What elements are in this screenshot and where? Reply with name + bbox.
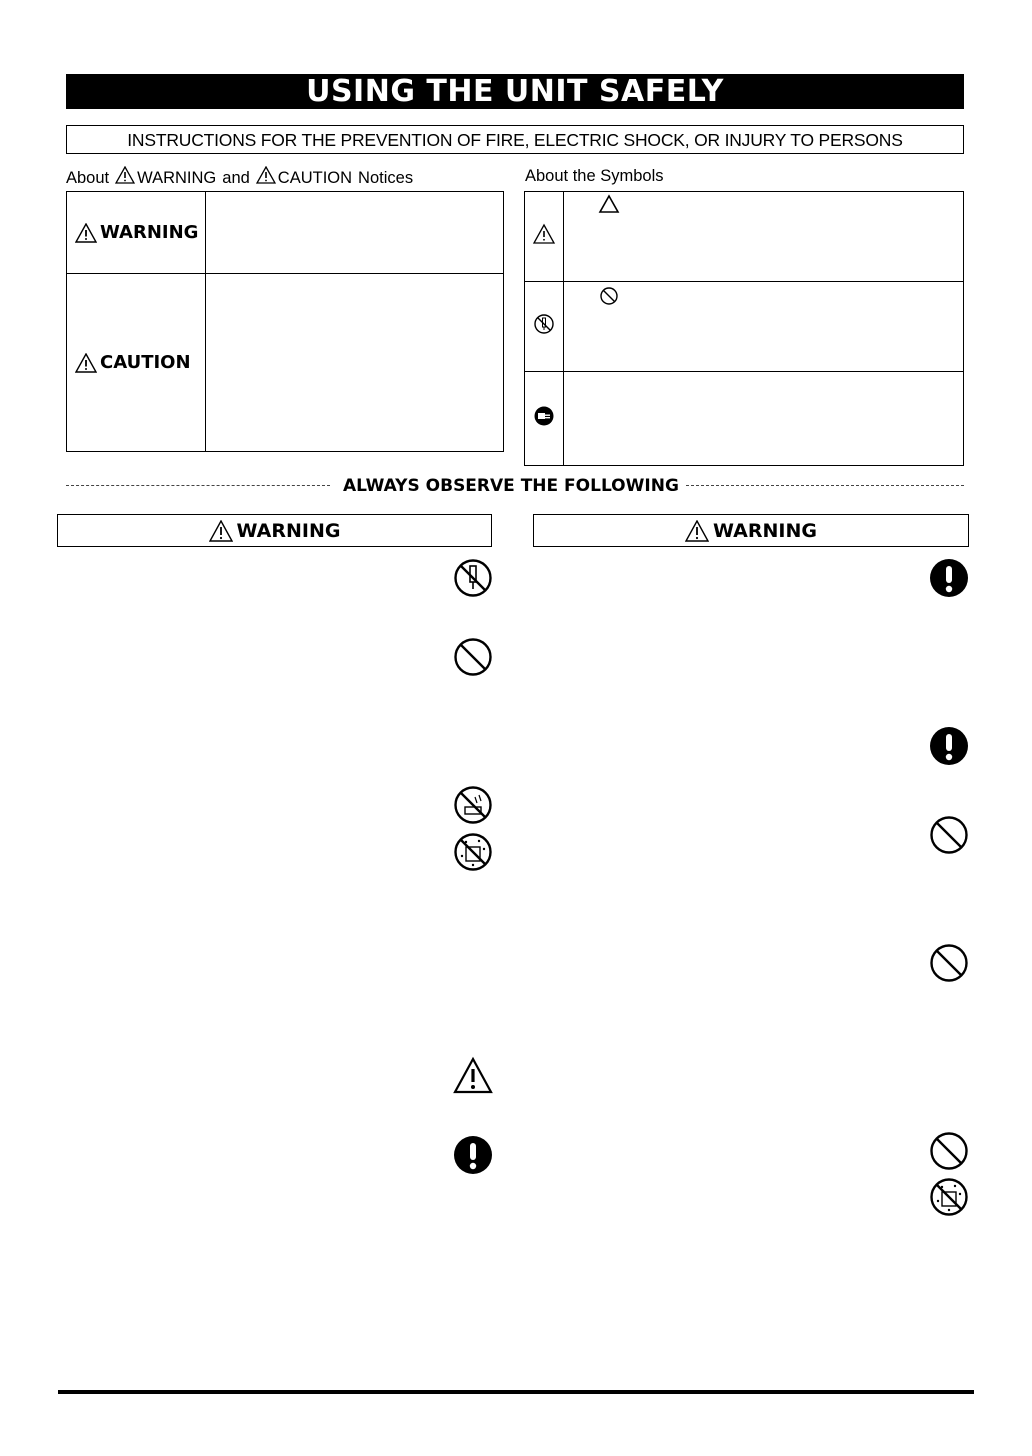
warning-triangle-icon	[209, 520, 233, 542]
page-title: USING THE UNIT SAFELY	[66, 74, 964, 109]
left-warning-label: WARNING	[236, 519, 341, 542]
footer-rule	[58, 1390, 974, 1394]
right-warning-label: WARNING	[713, 519, 817, 542]
caution-description-cell	[206, 274, 504, 452]
notices-heading	[66, 166, 413, 189]
mandatory-exclamation-icon	[929, 558, 969, 598]
no-water-splash-icon	[929, 1177, 969, 1217]
prohibited-icon	[929, 815, 969, 855]
prohibited-icon	[453, 637, 493, 677]
warning-triangle-icon	[115, 166, 135, 189]
warning-tag	[67, 222, 205, 243]
notices-heading-about: About	[66, 168, 110, 187]
prohibited-icon	[929, 943, 969, 983]
always-observe-heading: ALWAYS OBSERVE THE FOLLOWING	[343, 476, 679, 496]
caution-triangle-icon	[75, 353, 97, 373]
caution-triangle-icon	[453, 1056, 493, 1096]
prohibited-icon	[929, 1131, 969, 1171]
left-warning-header	[57, 514, 492, 547]
mandatory-exclamation-icon	[453, 1135, 493, 1175]
notices-heading-notices: Notices	[358, 168, 414, 187]
notices-heading-warning: WARNING	[137, 168, 217, 187]
right-warning-header	[533, 514, 969, 547]
instructions-subtitle: INSTRUCTIONS FOR THE PREVENTION OF FIRE, ELECTRIC SHOCK, OR INJURY TO PERSONS	[66, 125, 964, 154]
notices-heading-caution: CAUTION	[277, 168, 353, 187]
divider-line-left	[66, 485, 330, 486]
caution-triangle-icon	[256, 166, 276, 189]
mandatory-exclamation-icon	[929, 726, 969, 766]
warning-tag-label: WARNING	[100, 222, 199, 243]
notices-table	[66, 191, 504, 452]
caution-triangle-icon	[532, 223, 556, 245]
caution-tag	[67, 352, 205, 373]
symbols-table	[524, 191, 964, 466]
no-disassemble-icon	[533, 313, 555, 335]
warning-triangle-icon	[685, 520, 709, 542]
caution-tag-label: CAUTION	[100, 352, 191, 373]
prohibited-icon	[598, 285, 620, 307]
triangle-symbol-icon	[598, 194, 620, 214]
no-wet-hands-icon	[453, 785, 493, 825]
divider-line-right	[686, 485, 964, 486]
warning-description-cell	[206, 192, 504, 274]
no-disassemble-icon	[453, 558, 493, 598]
symbols-heading: About the Symbols	[525, 167, 664, 185]
no-water-splash-icon	[453, 832, 493, 872]
warning-triangle-icon	[75, 223, 97, 243]
unplug-icon	[533, 405, 555, 427]
notices-heading-and: and	[222, 168, 250, 187]
